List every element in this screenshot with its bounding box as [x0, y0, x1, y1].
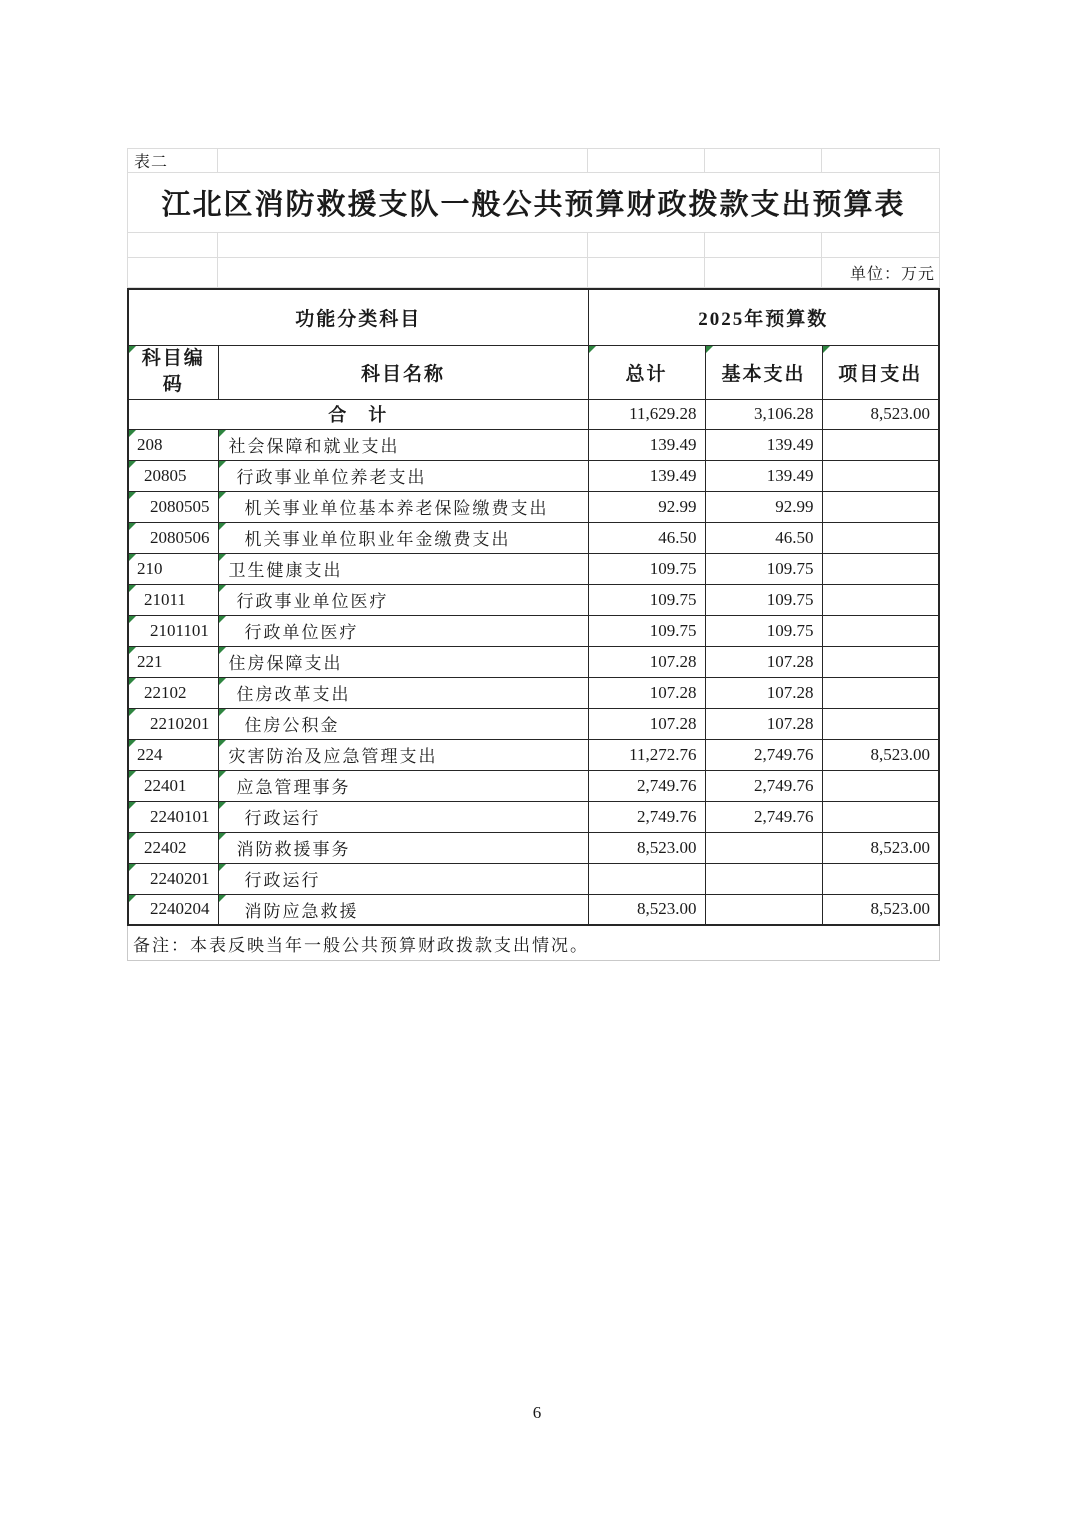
error-indicator-icon	[129, 346, 136, 353]
grid-cell	[218, 233, 588, 257]
basic-expenditure-cell: 107.28	[705, 677, 822, 708]
total-label: 合 计	[128, 399, 588, 429]
table-row	[128, 522, 939, 553]
basic-expenditure-cell: 139.49	[705, 460, 822, 491]
total-amount-cell: 139.49	[588, 460, 705, 491]
subject-code-cell: 21011	[128, 584, 218, 615]
budget-table	[127, 288, 940, 926]
error-indicator-icon	[129, 523, 136, 530]
subject-name-cell: 机关事业单位基本养老保险缴费支出	[218, 491, 588, 522]
basic-expenditure-cell: 107.28	[705, 708, 822, 739]
table-row	[128, 646, 939, 677]
error-indicator-icon	[219, 616, 226, 623]
project-expenditure-cell	[822, 677, 939, 708]
error-indicator-icon	[129, 833, 136, 840]
col-header-total: 总计	[588, 345, 705, 399]
subject-name-cell: 行政运行	[218, 863, 588, 894]
budget-sheet	[127, 148, 940, 961]
project-expenditure-cell	[822, 646, 939, 677]
grid-cell	[705, 149, 822, 172]
subject-code-cell: 2101101	[128, 615, 218, 646]
subject-code-cell: 20805	[128, 460, 218, 491]
total-amount-cell: 46.50	[588, 522, 705, 553]
total-amount-cell: 92.99	[588, 491, 705, 522]
total-amount-cell: 109.75	[588, 615, 705, 646]
grid-cell	[822, 149, 939, 172]
error-indicator-icon	[219, 709, 226, 716]
error-indicator-icon	[129, 616, 136, 623]
total-row	[128, 399, 939, 429]
unit-label: 单位：万元	[849, 266, 935, 283]
error-indicator-icon	[219, 430, 226, 437]
basic-expenditure-cell: 109.75	[705, 553, 822, 584]
project-expenditure-cell	[822, 491, 939, 522]
budget-table-body	[128, 399, 939, 925]
blank-row	[128, 233, 939, 258]
subject-code-cell: 210	[128, 553, 218, 584]
error-indicator-icon	[129, 492, 136, 499]
col-header-basic: 基本支出	[705, 345, 822, 399]
table-row	[128, 708, 939, 739]
top-band	[127, 148, 940, 288]
error-indicator-icon	[589, 346, 596, 353]
basic-expenditure-cell: 46.50	[705, 522, 822, 553]
table-row	[128, 770, 939, 801]
grid-cell	[218, 149, 588, 172]
subject-code-cell: 2240101	[128, 801, 218, 832]
subject-name-cell: 卫生健康支出	[218, 553, 588, 584]
subject-name-cell: 社会保障和就业支出	[218, 429, 588, 460]
total-project: 8,523.00	[822, 399, 939, 429]
project-expenditure-cell	[822, 801, 939, 832]
total-sum: 11,629.28	[588, 399, 705, 429]
sheet-label: 表二	[134, 154, 169, 171]
subject-code-cell: 2080506	[128, 522, 218, 553]
total-amount-cell: 139.49	[588, 429, 705, 460]
col-header-code: 科目编码	[128, 345, 218, 399]
subject-name-cell: 应急管理事务	[218, 770, 588, 801]
error-indicator-icon	[706, 346, 713, 353]
subject-code-cell: 22402	[128, 832, 218, 863]
basic-expenditure-cell: 2,749.76	[705, 801, 822, 832]
total-amount-cell: 2,749.76	[588, 801, 705, 832]
error-indicator-icon	[129, 709, 136, 716]
total-amount-cell: 8,523.00	[588, 832, 705, 863]
table-row	[128, 460, 939, 491]
total-amount-cell: 109.75	[588, 553, 705, 584]
error-indicator-icon	[219, 864, 226, 871]
subject-name-cell: 消防应急救援	[218, 894, 588, 925]
error-indicator-icon	[219, 833, 226, 840]
table-row	[128, 429, 939, 460]
table-row	[128, 553, 939, 584]
subject-code-cell: 22102	[128, 677, 218, 708]
project-expenditure-cell	[822, 553, 939, 584]
subject-name-cell: 机关事业单位职业年金缴费支出	[218, 522, 588, 553]
subject-code-cell: 2080505	[128, 491, 218, 522]
error-indicator-icon	[129, 802, 136, 809]
total-amount-cell: 109.75	[588, 584, 705, 615]
header-columns-row	[128, 345, 939, 399]
grid-cell	[822, 233, 939, 257]
basic-expenditure-cell: 109.75	[705, 584, 822, 615]
subject-code-cell: 2210201	[128, 708, 218, 739]
basic-expenditure-cell: 2,749.76	[705, 739, 822, 770]
error-indicator-icon	[129, 864, 136, 871]
error-indicator-icon	[129, 430, 136, 437]
grid-cell	[705, 233, 822, 257]
error-indicator-icon	[219, 895, 226, 902]
project-expenditure-cell	[822, 460, 939, 491]
grid-cell	[128, 258, 218, 287]
title-row	[128, 173, 939, 233]
grid-cell	[588, 258, 705, 287]
sheet-label-row	[128, 149, 939, 173]
error-indicator-icon	[129, 647, 136, 654]
table-row	[128, 677, 939, 708]
project-expenditure-cell	[822, 708, 939, 739]
error-indicator-icon	[219, 461, 226, 468]
total-amount-cell	[588, 863, 705, 894]
subject-code-cell: 2240204	[128, 894, 218, 925]
total-amount-cell: 11,272.76	[588, 739, 705, 770]
unit-row	[128, 258, 939, 288]
total-basic: 3,106.28	[705, 399, 822, 429]
table-row	[128, 801, 939, 832]
total-amount-cell: 8,523.00	[588, 894, 705, 925]
basic-expenditure-cell	[705, 863, 822, 894]
error-indicator-icon	[219, 554, 226, 561]
table-row	[128, 584, 939, 615]
basic-expenditure-cell	[705, 894, 822, 925]
page-number: 6	[532, 1403, 542, 1422]
project-expenditure-cell: 8,523.00	[822, 832, 939, 863]
project-expenditure-cell	[822, 615, 939, 646]
col-header-name: 科目名称	[218, 345, 588, 399]
error-indicator-icon	[129, 554, 136, 561]
project-expenditure-cell	[822, 429, 939, 460]
project-expenditure-cell: 8,523.00	[822, 894, 939, 925]
subject-name-cell: 行政事业单位医疗	[218, 584, 588, 615]
error-indicator-icon	[129, 740, 136, 747]
subject-name-cell: 住房改革支出	[218, 677, 588, 708]
total-amount-cell: 107.28	[588, 677, 705, 708]
table-row	[128, 863, 939, 894]
grid-cell	[218, 258, 588, 287]
subject-code-cell: 22401	[128, 770, 218, 801]
total-amount-cell: 107.28	[588, 646, 705, 677]
subject-code-cell: 2240201	[128, 863, 218, 894]
error-indicator-icon	[823, 346, 830, 353]
error-indicator-icon	[219, 678, 226, 685]
grid-cell	[588, 233, 705, 257]
header-function-classification: 功能分类科目	[128, 289, 588, 345]
page-title: 江北区消防救援支队一般公共预算财政拨款支出预算表	[161, 189, 906, 221]
subject-name-cell: 行政运行	[218, 801, 588, 832]
project-expenditure-cell: 8,523.00	[822, 739, 939, 770]
basic-expenditure-cell: 2,749.76	[705, 770, 822, 801]
grid-cell	[128, 233, 218, 257]
subject-code-cell: 221	[128, 646, 218, 677]
error-indicator-icon	[129, 461, 136, 468]
subject-code-cell: 208	[128, 429, 218, 460]
grid-cell	[705, 258, 822, 287]
table-row	[128, 615, 939, 646]
basic-expenditure-cell: 107.28	[705, 646, 822, 677]
error-indicator-icon	[219, 740, 226, 747]
project-expenditure-cell	[822, 863, 939, 894]
header-2025-budget: 2025年预算数	[588, 289, 939, 345]
total-amount-cell: 2,749.76	[588, 770, 705, 801]
grid-cell	[588, 149, 705, 172]
error-indicator-icon	[129, 895, 136, 902]
error-indicator-icon	[219, 585, 226, 592]
error-indicator-icon	[129, 678, 136, 685]
note-text: 备注：本表反映当年一般公共预算财政拨款支出情况。	[133, 935, 589, 955]
header-group-row	[128, 289, 939, 345]
table-row	[128, 832, 939, 863]
error-indicator-icon	[219, 802, 226, 809]
total-amount-cell: 107.28	[588, 708, 705, 739]
basic-expenditure-cell: 109.75	[705, 615, 822, 646]
note-row	[127, 926, 940, 961]
error-indicator-icon	[129, 771, 136, 778]
subject-name-cell: 行政单位医疗	[218, 615, 588, 646]
subject-name-cell: 灾害防治及应急管理支出	[218, 739, 588, 770]
table-row	[128, 739, 939, 770]
col-header-project: 项目支出	[822, 345, 939, 399]
table-row	[128, 491, 939, 522]
project-expenditure-cell	[822, 770, 939, 801]
error-indicator-icon	[219, 492, 226, 499]
table-row	[128, 894, 939, 925]
basic-expenditure-cell: 139.49	[705, 429, 822, 460]
subject-name-cell: 住房公积金	[218, 708, 588, 739]
basic-expenditure-cell: 92.99	[705, 491, 822, 522]
project-expenditure-cell	[822, 584, 939, 615]
project-expenditure-cell	[822, 522, 939, 553]
subject-name-cell: 消防救援事务	[218, 832, 588, 863]
error-indicator-icon	[219, 523, 226, 530]
error-indicator-icon	[219, 771, 226, 778]
basic-expenditure-cell	[705, 832, 822, 863]
error-indicator-icon	[129, 585, 136, 592]
subject-name-cell: 行政事业单位养老支出	[218, 460, 588, 491]
subject-name-cell: 住房保障支出	[218, 646, 588, 677]
subject-code-cell: 224	[128, 739, 218, 770]
error-indicator-icon	[219, 647, 226, 654]
